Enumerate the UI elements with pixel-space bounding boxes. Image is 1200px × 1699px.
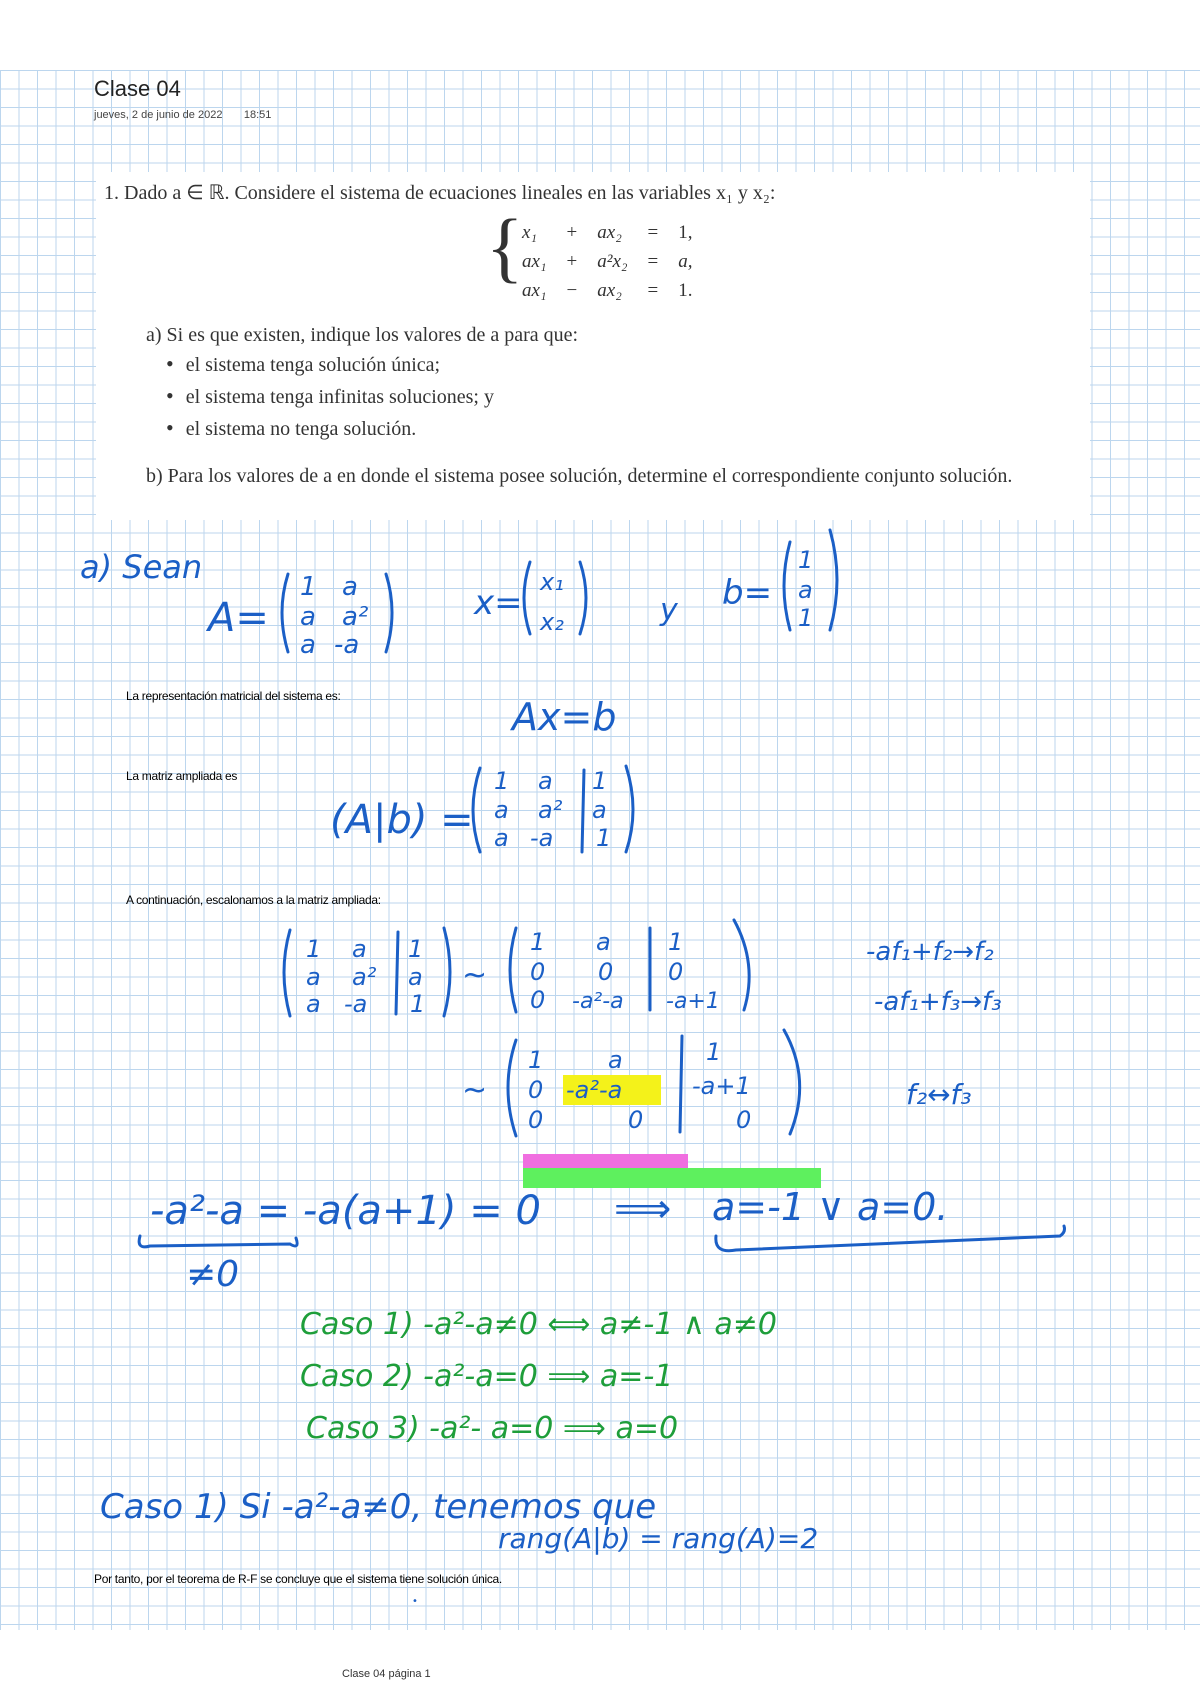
hw-aug-label: (A|b) = [330,797,474,843]
hw-rank: rang(A|b) = rang(A)=2 [498,1522,819,1555]
hw-step2-cell: 1 [528,1046,544,1074]
hw-A-cell: a [342,572,358,602]
hw-aug-cell: 1 [596,824,612,852]
hw-A-cell: a [300,602,316,632]
system-cell: ax₁ [522,279,547,301]
system-cell: x₁ [522,221,538,243]
hw-aug-cell: -a [530,824,554,852]
hw-x-cell: x₂ [540,608,564,636]
hw-step1-cell: 0 [598,958,614,986]
hw-bracket [734,920,749,1010]
exercise-statement: 1. Dado a ∈ ℝ. Considere el sistema de ecuaciones lineales en las variables x₁ y x₂: [104,182,776,204]
page-footer: Clase 04 página 1 [342,1668,431,1680]
hw-bar [396,932,398,1014]
hw-bracket [508,1040,516,1136]
hw-bracket [473,768,480,852]
hw-dot: • [412,1596,418,1607]
hw-step0-cell: a [306,990,321,1018]
system-cell: 1. [678,279,693,301]
part-a-question: a) Si es que existen, indique los valores de a para que: [146,324,579,346]
hw-op2: -af₁+f₃→f₃ [874,987,1002,1017]
hw-y: y [660,593,678,628]
hw-neq-zero: ≠0 [186,1254,240,1295]
hw-bracket [444,928,450,1016]
hw-step0-cell: 1 [306,935,322,963]
hw-step0-cell: 1 [410,990,426,1018]
hw-underbrace [716,1226,1065,1251]
system-cell: 1, [678,221,693,243]
hw-bracket [784,542,790,630]
hw-step1-cell: 1 [668,928,684,956]
hw-b-cell: 1 [798,546,814,574]
hw-bracket [626,766,633,852]
hw-step2-cell: -a+1 [692,1072,751,1100]
hw-step1-cell: -a+1 [666,989,720,1014]
page-title: Clase 04 [94,76,181,101]
hw-step2-cell: 0 [628,1106,644,1134]
system-cell: ax₁ [522,250,547,272]
hw-step1-cell: 1 [530,928,546,956]
hw-eq-impl: ⟹ [614,1186,672,1232]
hw-bracket [524,562,530,634]
hw-aug-cell: a [538,767,553,795]
system-cell: − [566,279,578,301]
hw-bar [680,1036,682,1132]
hw-step1-cell: 0 [530,958,546,986]
hw-caso1-blue: Caso 1) Si -a²-a≠0, tenemos que [100,1487,657,1527]
hw-step0-cell: a [306,963,321,991]
hw-bar [582,770,584,852]
hw-step1-cell: 0 [668,958,684,986]
hw-step0-cell: a [352,935,367,963]
hw-aug-cell: a [592,796,607,824]
hw-step0-cell: a [408,963,423,991]
hw-axb: Ax=b [512,695,617,739]
hw-step2-cell: 0 [528,1076,544,1104]
hw-b-cell: 1 [798,604,814,632]
hw-b-cell: a [798,576,813,604]
hw-A-cell: 1 [300,572,317,602]
system-cell: a, [678,250,693,272]
hw-sean: a) Sean [80,548,203,586]
hw-A-cell: a [300,630,316,660]
hw-step2-cell: a [608,1046,623,1074]
hw-step1-cell: 0 [530,986,546,1014]
bullet-item: • el sistema tenga solución única; [166,348,494,380]
note-augmented: La matriz ampliada es [126,769,238,783]
note-echelon: A continuación, escalonamos a la matriz ampliada: [126,893,381,907]
hw-op3: f₂↔f₃ [906,1078,972,1111]
hw-eq-result: a=-1 ∨ a=0. [712,1185,949,1229]
hw-caso3: Caso 3) -a²- a=0 ⟹ a=0 [306,1411,679,1446]
system-cell: ax₂ [597,221,622,243]
hw-tilde: ~ [462,1073,488,1108]
hw-x-label: x= [474,583,523,623]
hw-underbrace [139,1236,297,1247]
hw-step0-cell: 1 [408,935,424,963]
hw-bracket [284,930,290,1016]
hw-bracket [510,928,516,1012]
hw-step0-cell: -a [344,990,368,1018]
hw-bracket [784,1030,800,1134]
hw-bracket [282,574,288,652]
hw-step2-cell: 1 [706,1038,722,1066]
hw-step2-cell: -a²-a [566,1076,623,1104]
system-brace: { [486,203,524,290]
hw-caso1: Caso 1) -a²-a≠0 ⟺ a≠-1 ∧ a≠0 [300,1307,777,1342]
system-cell: a²x₂ [597,250,628,272]
bullet-item: • el sistema no tenga solución. [166,412,494,444]
hw-step0-cell: a² [352,963,377,991]
hw-x-cell: x₁ [540,568,564,596]
time-text: 18:51 [243,109,272,121]
hw-bracket [580,562,586,634]
bullet-item: • el sistema tenga infinitas soluciones; y [166,380,494,412]
hw-A-label: A= [208,595,269,641]
part-b-question: b) Para los valores de a en donde el sistema posee solución, determine el correspondiente conjunto solución. [146,465,1013,487]
hw-A-cell: a² [342,602,369,632]
hw-step2-cell: 0 [528,1106,544,1134]
hw-op1: -af₁+f₂→f₂ [866,937,994,967]
hw-aug-cell: a [494,824,509,852]
hw-step2-cell: 0 [736,1106,752,1134]
system-cell: + [566,250,578,272]
hw-caso2: Caso 2) -a²-a=0 ⟹ a=-1 [300,1359,674,1394]
hw-A-cell: -a [334,630,360,660]
date-text: jueves, 2 de junio de 2022 [94,109,223,121]
hw-aug-cell: a² [538,796,563,824]
hw-aug-cell: 1 [494,767,510,795]
note-conclusion: Por tanto, por el teorema de R-F se concluye que el sistema tiene solución única. [94,1572,502,1586]
hw-bracket [830,530,837,630]
hw-step1-cell: a [596,928,611,956]
system-cell: = [647,221,659,243]
hw-eq-main: -a²-a = -a(a+1) = 0 [150,1188,541,1234]
hw-bracket [386,574,392,652]
hw-tilde: ~ [462,958,488,993]
hw-aug-cell: a [494,796,509,824]
system-cell: + [566,221,578,243]
note-matrix-repr: La representación matricial del sistema es: [126,689,341,703]
system-cell: = [647,250,659,272]
system-cell: ax₂ [597,279,622,301]
system-cell: = [647,279,659,301]
hw-aug-cell: 1 [592,767,608,795]
hw-step1-cell: -a²-a [572,989,624,1014]
hw-b-label: b= [722,573,773,613]
